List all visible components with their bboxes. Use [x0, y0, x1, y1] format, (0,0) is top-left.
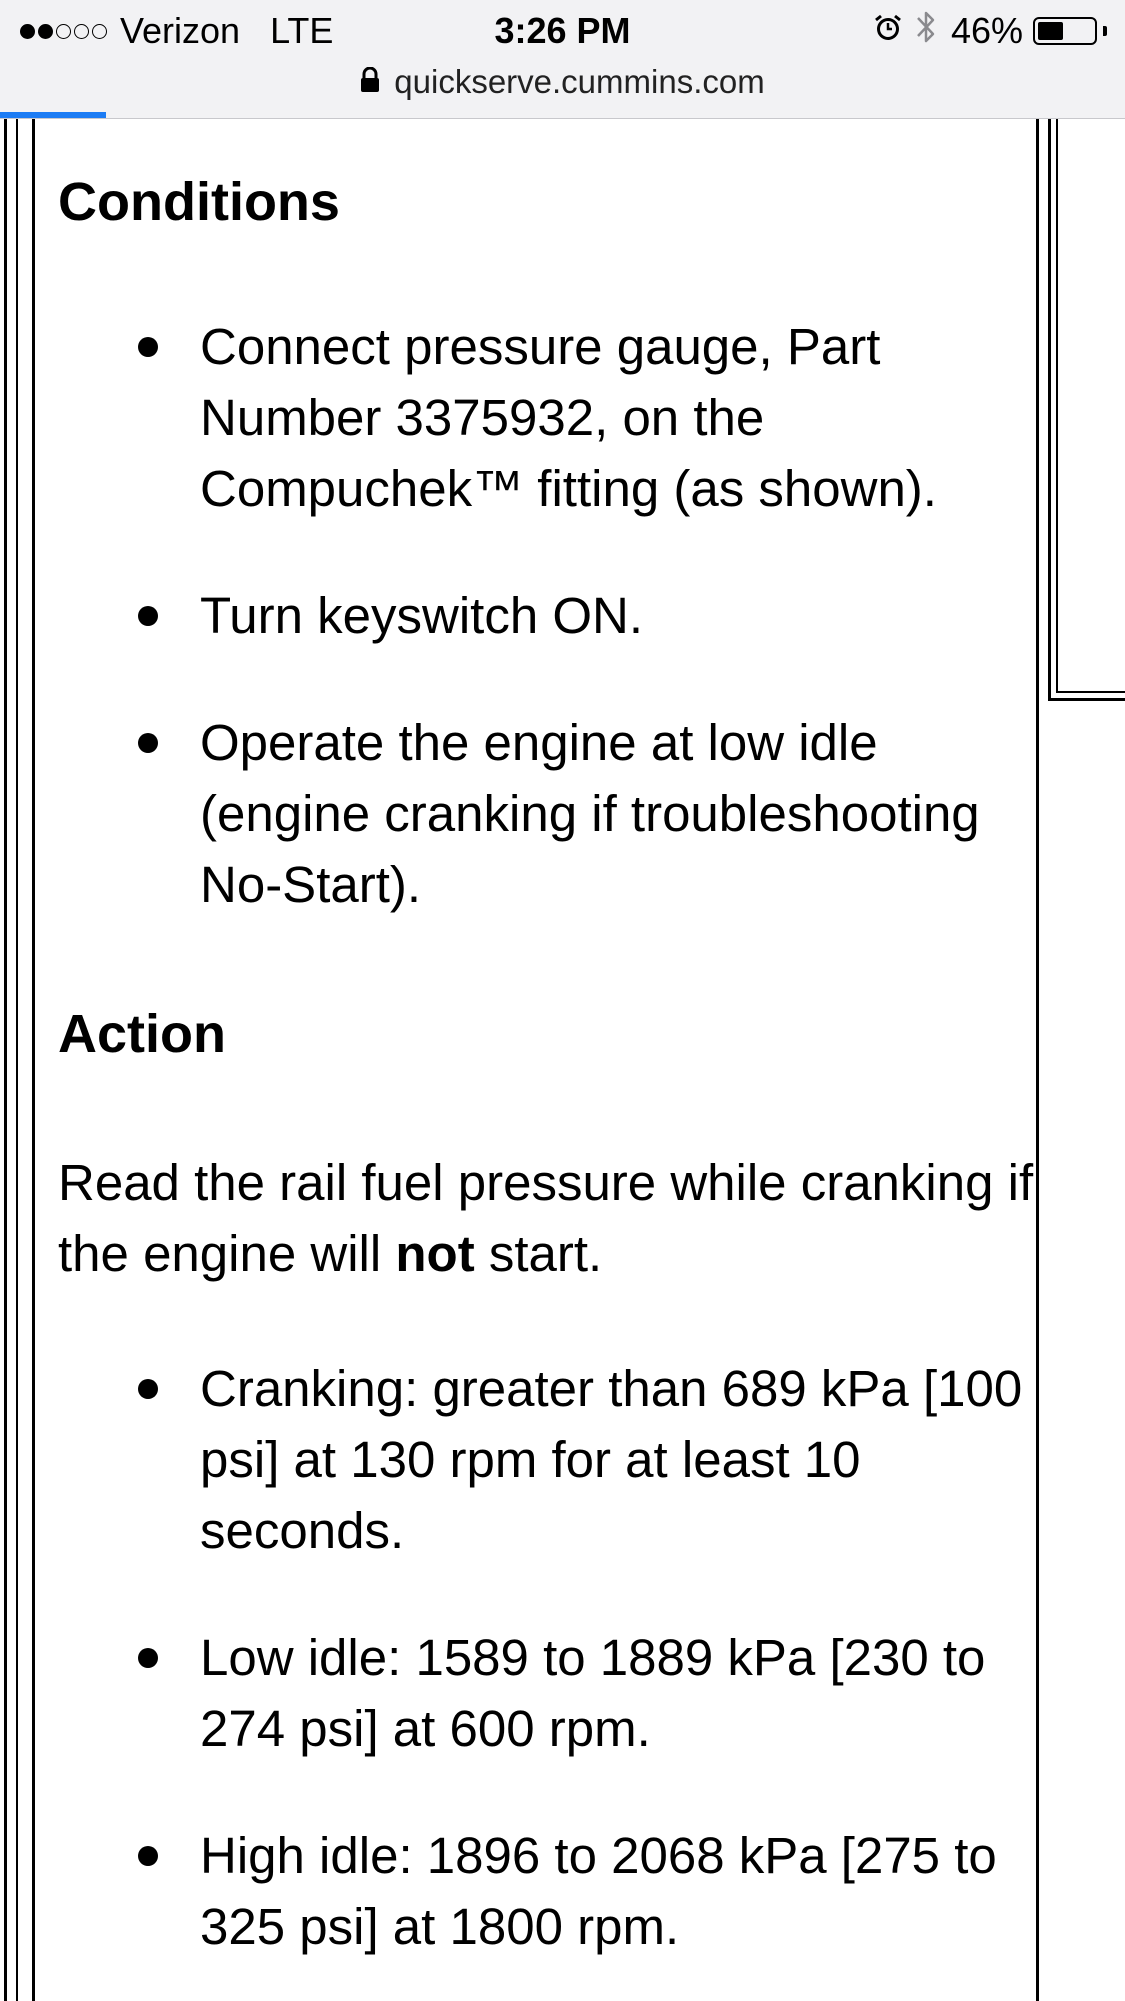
conditions-list: [58, 311, 1038, 976]
side-box-border: [1048, 698, 1125, 701]
side-box-border: [1056, 691, 1125, 693]
network-type: LTE: [270, 10, 334, 51]
list-item: [58, 1353, 1038, 1566]
bullet-icon: [138, 1648, 158, 1668]
conditions-heading: Conditions: [58, 172, 340, 232]
bullet-icon: [138, 606, 158, 626]
url-text[interactable]: quickserve.cummins.com: [394, 63, 765, 100]
bullet-icon: [138, 1379, 158, 1399]
bullet-icon: [138, 337, 158, 357]
list-item-text: Operate the engine at low idle (engine cranking if troubleshooting No-Start).: [200, 714, 980, 913]
browser-top-bar: [0, 0, 1125, 119]
status-time: 3:26 PM: [494, 10, 631, 51]
list-item: [58, 707, 1038, 920]
list-item: [58, 580, 1038, 651]
side-box-border: [1056, 119, 1058, 693]
list-item-text: Low idle: 1589 to 1889 kPa [230 to 274 psi] at 600 rpm.: [200, 1629, 986, 1757]
carrier-name: Verizon: [120, 10, 241, 51]
list-item-text: Connect pressure gauge, Part Number 3375932, on the Compuchek™ fitting (as shown).: [200, 318, 937, 517]
status-bar-right: [873, 8, 1107, 54]
list-item: [58, 311, 1038, 524]
web-page[interactable]: [0, 119, 1125, 2001]
battery-level-fill: [1038, 22, 1063, 40]
alarm-icon: [873, 10, 903, 52]
action-paragraph: [58, 1147, 1038, 1289]
frame-border: [16, 119, 18, 2001]
page-load-progress: [0, 112, 1125, 118]
page-load-progress-fill: [0, 112, 106, 118]
list-item: [58, 1622, 1038, 1764]
action-paragraph-text-end: start.: [474, 1225, 603, 1282]
list-item-text: Turn keyswitch ON.: [200, 587, 644, 644]
action-paragraph-text: Read the rail fuel pressure while cranking if the engine will: [58, 1154, 1034, 1282]
battery-nub: [1103, 26, 1107, 36]
frame-border: [4, 119, 7, 2001]
frame-border: [32, 119, 35, 2001]
bluetooth-icon: [915, 8, 937, 55]
address-bar[interactable]: [0, 60, 1125, 104]
action-list: [58, 1353, 1038, 2001]
bullet-icon: [138, 1846, 158, 1866]
list-item-text: Cranking: greater than 689 kPa [100 psi] at 130 rpm for at least 10 seconds.: [200, 1360, 1023, 1559]
list-item-text: High idle: 1896 to 2068 kPa [275 to 325 psi] at 1800 rpm.: [200, 1827, 997, 1955]
lock-icon: [360, 63, 380, 101]
bullet-icon: [138, 733, 158, 753]
battery-percent: 46%: [950, 10, 1023, 51]
action-paragraph-emphasis: not: [395, 1225, 475, 1282]
list-item: [58, 1820, 1038, 1962]
battery-icon: [1033, 17, 1097, 45]
side-box-border: [1048, 119, 1051, 701]
action-heading: Action: [58, 1004, 226, 1064]
